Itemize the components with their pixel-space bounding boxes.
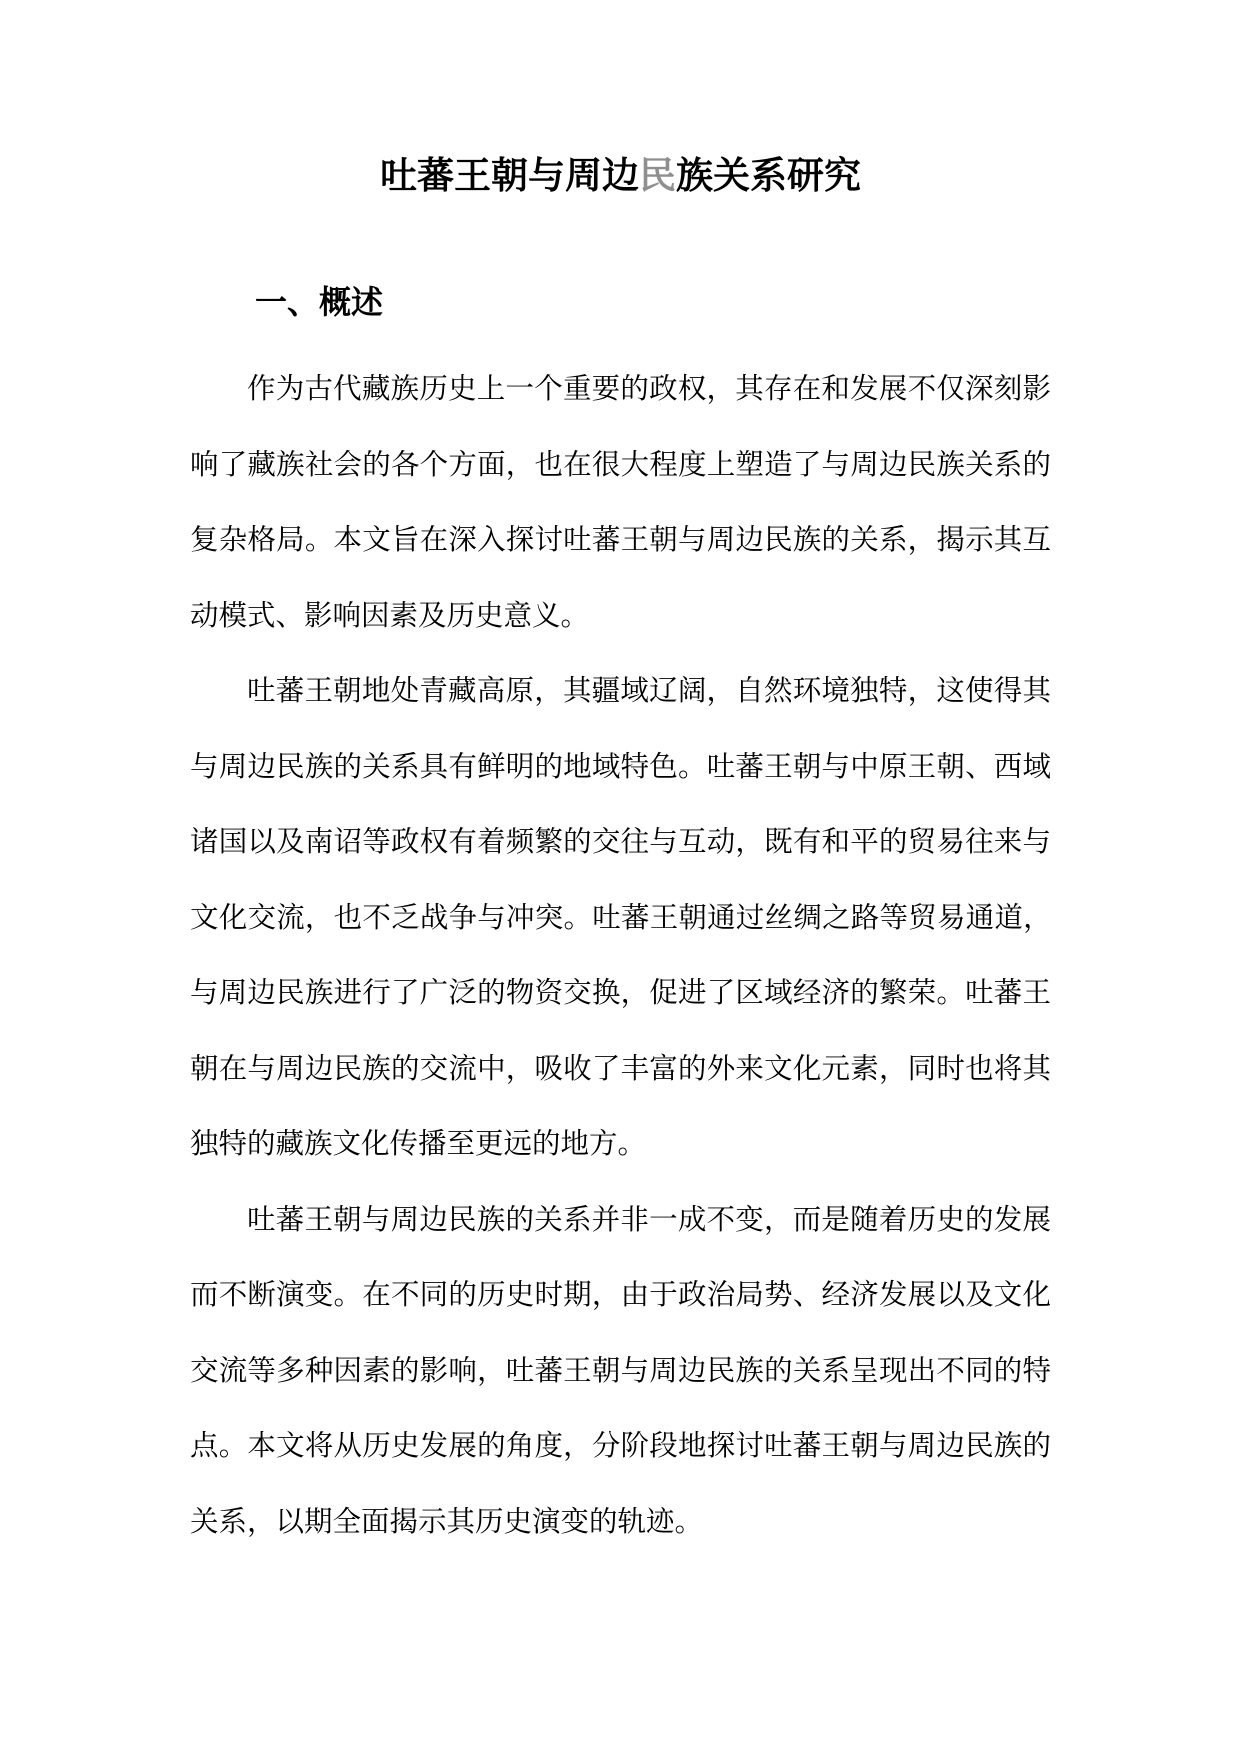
document-body [190, 351, 1051, 1559]
title-text-highlight: 民 [639, 153, 676, 197]
text-line: 与周边民族的关系具有鲜明的地域特色。吐蕃王朝与中原王朝、西域 [190, 749, 1051, 783]
text-line: 朝在与周边民族的交流中，吸收了丰富的外来文化元素，同时也将其 [190, 1051, 1051, 1085]
paragraph-3 [190, 1182, 1051, 1560]
text-line: 文化交流，也不乏战争与冲突。吐蕃王朝通过丝绸之路等贸易通道， [190, 900, 1051, 934]
text-line: 诸国以及南诏等政权有着频繁的交往与互动，既有和平的贸易往来与 [190, 825, 1051, 858]
paragraph-2 [190, 653, 1051, 1182]
text-line: 关系，以期全面揭示其历史演变的轨迹。 [190, 1504, 704, 1538]
text-line: 独特的藏族文化传播至更远的地方。 [190, 1127, 647, 1160]
text-line: 动模式、影响因素及历史意义。 [190, 598, 590, 632]
text-line: 吐蕃王朝地处青藏高原，其疆域辽阔，自然环境独特，这使得其 [247, 674, 1051, 707]
paragraph-1 [190, 351, 1051, 653]
text-line: 复杂格局。本文旨在深入探讨吐蕃王朝与周边民族的关系，揭示其互 [190, 523, 1051, 556]
text-line: 点。本文将从历史发展的角度，分阶段地探讨吐蕃王朝与周边民族的 [190, 1429, 1051, 1462]
text-line: 而不断演变。在不同的历史时期，由于政治局势、经济发展以及文化 [190, 1278, 1051, 1311]
text-line: 作为古代藏族历史上一个重要的政权，其存在和发展不仅深刻影 [247, 372, 1051, 405]
document-title [0, 150, 1241, 200]
title-text-part-1: 吐蕃王朝与周边 [380, 153, 639, 197]
text-line: 与周边民族进行了广泛的物资交换，促进了区域经济的繁荣。吐蕃王 [190, 976, 1051, 1009]
title-text-part-2: 族关系研究 [676, 153, 861, 197]
section-heading: 一、概述 [255, 283, 384, 321]
text-line: 吐蕃王朝与周边民族的关系并非一成不变，而是随着历史的发展 [247, 1202, 1051, 1236]
text-line: 响了藏族社会的各个方面，也在很大程度上塑造了与周边民族关系的 [190, 447, 1051, 481]
text-line: 交流等多种因素的影响，吐蕃王朝与周边民族的关系呈现出不同的特 [190, 1353, 1051, 1387]
